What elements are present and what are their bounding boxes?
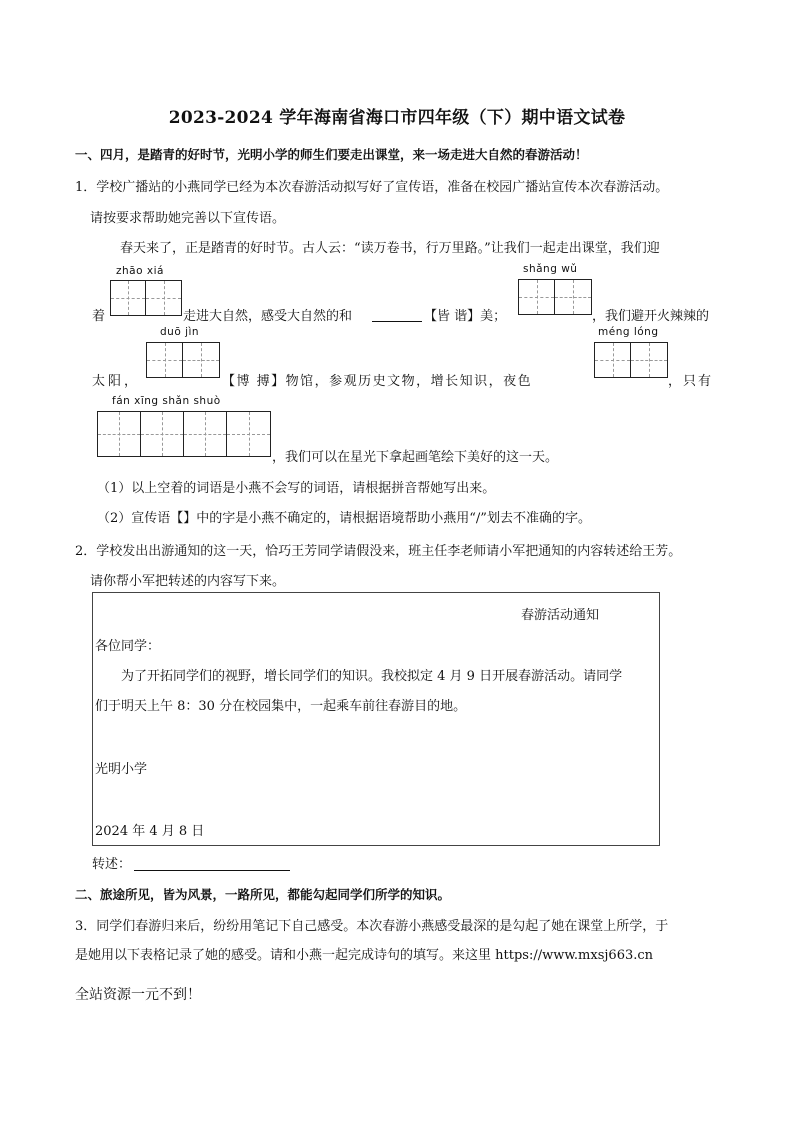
character-choice-bo-bo: 【博 搏】物馆，参观历史文物，增长知识，夜色 [222,374,533,389]
grid-cell[interactable] [147,343,183,377]
notice-body-line2: 们于明天上午 8：30 分在校园集中，一起乘车前往春游目的地。 [95,699,467,714]
grid-cell[interactable] [141,412,184,456]
grid-cell[interactable] [98,412,141,456]
pinyin-zhaoxia: zhāo xiá [116,265,164,277]
q2-instruction-line1: 2．学校发出出游通知的这一天，恰巧王芳同学请假没来，班主任李老师请小军把通知的内容转述给王芳。 [75,544,682,559]
pinyin-menglong: méng lóng [598,326,659,338]
q1-instruction-line1: 1．学校广播站的小燕同学已经为本次春游活动拟写好了宣传语，准备在校园广播站宣传本次春游活动。 [75,180,669,195]
grid-cell[interactable] [595,343,631,377]
character-choice-jie-xie: 【皆 谐】美； [424,309,507,324]
notice-greeting: 各位同学： [95,639,161,654]
q3-instruction-line2: 是她用以下表格记录了她的感受。请和小燕一起完成诗句的填写。来这里 https://www.mxsj663.cn [75,948,654,963]
pinyin-shangwu: shǎng wǔ [523,263,578,275]
q1-instruction-line2: 请按要求帮助她完善以下宣传语。 [90,211,286,226]
pinyin-fanxingshanshuo: fán xīng shǎn shuò [112,395,221,407]
q2-instruction-line2: 请你帮小军把转述的内容写下来。 [90,574,286,589]
answer-grid-menglong[interactable] [594,342,668,378]
slogan-text: ，我们避开火辣辣的 [592,309,710,324]
q3-instruction-line1: 3．同学们春游归来后，纷纷用笔记下自己感受。本次春游小燕感受最深的是勾起了她在课堂上所学，于 [75,919,669,934]
notice-heading: 春游活动通知 [521,608,600,623]
notice-body-line1: 为了开拓同学们的视野，增长同学们的知识。我校拟定 4 月 9 日开展春游活动。请同学 [121,669,623,684]
grid-cell[interactable] [631,343,667,377]
section-one-heading: 一、四月，是踏青的好时节，光明小学的师生们要走出课堂，来一场走进大自然的春游活动！ [75,147,588,162]
notice-box [92,592,660,846]
slogan-text: ，我们可以在星光下拿起画笔绘下美好的这一天。 [272,450,559,465]
answer-grid-fanxingshanshuo[interactable] [97,411,271,457]
answer-grid-duojin[interactable] [146,342,220,378]
grid-cell[interactable] [555,280,591,314]
slogan-text: ，只有 [668,374,714,389]
slogan-text: 走进大自然，感受大自然的和 [183,309,353,324]
pinyin-duojin: duō jìn [160,326,200,338]
grid-cell[interactable] [519,280,555,314]
slogan-paragraph: 春天来了，正是踏青的好时节。古人云：“读万卷书，行万里路。”让我们一起走出课堂，我们迎 [120,241,660,256]
slogan-text: 着 [92,309,106,324]
page-title: 2023-2024 学年海南省海口市四年级（下）期中语文试卷 [168,108,626,128]
q1-subquestion-2: （2）宣传语【】中的字是小燕不确定的，请根据语境帮助小燕用“/”划去不准确的字。 [97,511,591,526]
answer-blank[interactable] [372,305,422,322]
grid-cell[interactable] [184,412,227,456]
retell-label: 转述： [92,857,132,872]
grid-cell[interactable] [183,343,219,377]
section-two-heading: 二、旅途所见，皆为风景，一路所见，都能勾起同学们所学的知识。 [75,887,451,902]
grid-cell[interactable] [227,412,270,456]
answer-grid-zhaoxia[interactable] [110,280,182,316]
slogan-text: 太阳， [92,374,141,389]
notice-date: 2024 年 4 月 8 日 [95,824,205,839]
q1-subquestion-1: （1）以上空着的词语是小燕不会写的词语，请根据拼音帮她写出来。 [97,481,496,496]
footer-note: 全站资源一元不到！ [75,987,201,1003]
grid-cell[interactable] [111,281,146,315]
answer-grid-shangwu[interactable] [518,279,592,315]
retell-answer-blank[interactable] [134,853,290,871]
grid-cell[interactable] [146,281,181,315]
notice-signature: 光明小学 [95,762,148,777]
